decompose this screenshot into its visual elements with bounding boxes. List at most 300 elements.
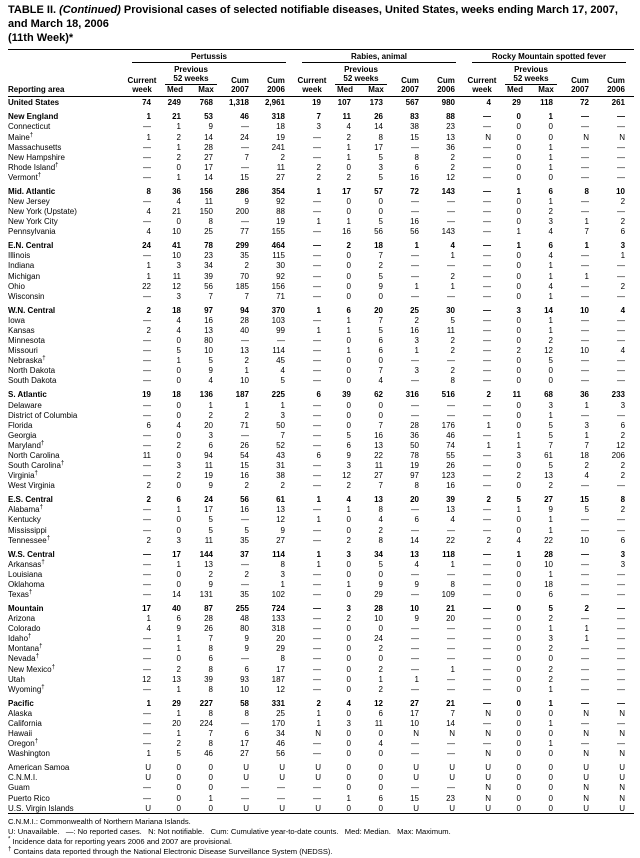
reporting-area-cell: Alaska — [8, 708, 33, 718]
value-cell: 249 — [167, 98, 181, 108]
value-cell: 2 — [450, 336, 455, 346]
value-cell: 2 — [146, 305, 151, 315]
value-cell: 11 — [204, 535, 213, 545]
value-cell: 185 — [235, 281, 249, 291]
value-cell: 6 — [316, 390, 321, 400]
value-cell: 72 — [410, 186, 419, 196]
value-cell: — — [483, 142, 491, 152]
value-cell: N — [583, 729, 589, 739]
value-cell: 0 — [378, 729, 383, 739]
value-cell: 18 — [374, 241, 383, 251]
value-cell: — — [241, 783, 249, 793]
value-cell: 19 — [142, 390, 151, 400]
table-row — [8, 514, 634, 524]
value-cell: 28 — [410, 420, 419, 430]
value-cell: 50 — [276, 420, 285, 430]
value-cell: 1 — [548, 261, 553, 271]
value-cell: 0 — [548, 749, 553, 759]
value-cell: — — [483, 569, 491, 579]
value-cell: — — [241, 217, 249, 227]
year-2006-label: 2006 — [598, 85, 634, 97]
current-label: Current — [467, 76, 497, 86]
spacer-cell — [8, 74, 124, 85]
value-cell: 13 — [240, 346, 249, 356]
value-cell: 5 — [280, 376, 285, 386]
value-cell: 1 — [176, 505, 181, 515]
value-cell: 6 — [378, 793, 383, 803]
value-cell: 2 — [176, 739, 181, 749]
value-cell: — — [241, 654, 249, 664]
value-cell: 1 — [516, 241, 521, 251]
value-cell: U — [279, 803, 285, 813]
table-row — [8, 490, 634, 504]
week-label: week — [464, 85, 500, 97]
value-cell: U — [619, 773, 626, 783]
value-cell: — — [483, 356, 491, 366]
table-row — [8, 172, 634, 182]
reporting-area-cell: Utah — [8, 674, 25, 684]
value-cell: U — [485, 773, 491, 783]
value-cell: N — [485, 783, 491, 793]
value-cell: 0 — [516, 410, 521, 420]
value-cell: 11 — [142, 450, 151, 460]
value-cell: 0 — [516, 281, 521, 291]
value-cell: 2 — [548, 674, 553, 684]
value-cell: 24 — [204, 495, 213, 505]
value-cell: 0 — [516, 315, 521, 325]
value-cell: — — [617, 515, 626, 525]
value-cell: — — [411, 684, 419, 694]
value-cell: 0 — [516, 197, 521, 206]
value-cell: 0 — [516, 142, 521, 152]
value-cell: — — [617, 481, 626, 491]
value-cell: 7 — [316, 112, 321, 122]
value-cell: 0 — [548, 729, 553, 739]
value-cell: 30 — [276, 261, 285, 271]
value-cell: 7 — [244, 291, 249, 301]
value-cell: 0 — [378, 356, 383, 366]
value-cell: 0 — [176, 773, 181, 783]
value-cell: 46 — [204, 749, 213, 759]
value-cell: 21 — [446, 604, 455, 613]
value-cell: — — [581, 569, 589, 579]
value-cell: 0 — [346, 376, 351, 386]
value-cell: 1 — [176, 684, 181, 694]
value-cell: 1 — [176, 708, 181, 718]
value-cell: — — [241, 430, 249, 440]
value-cell: — — [241, 718, 249, 728]
value-cell: 115 — [272, 251, 285, 261]
value-cell: 0 — [516, 783, 521, 793]
reporting-area-cell: Alabama† — [8, 504, 43, 515]
value-cell: 54 — [240, 450, 249, 460]
reporting-area-cell: Kentucky — [8, 515, 41, 525]
value-cell: 1 — [346, 217, 351, 227]
value-cell: 0 — [516, 217, 521, 227]
value-cell: 92 — [276, 197, 285, 206]
value-cell: 46 — [276, 739, 285, 749]
table-row — [8, 260, 634, 270]
value-cell: 4 — [346, 495, 351, 505]
year-2006-label: 2006 — [428, 85, 464, 97]
value-cell: 0 — [346, 410, 351, 420]
table-row — [8, 535, 634, 545]
value-cell: 12 — [342, 471, 351, 481]
value-cell: 3 — [208, 430, 213, 440]
value-cell: 18 — [172, 390, 181, 400]
value-cell: — — [143, 729, 151, 739]
value-cell: 2 — [244, 569, 249, 579]
value-cell: 6 — [378, 708, 383, 718]
value-cell: N — [485, 749, 491, 759]
value-cell: 27 — [276, 535, 285, 545]
value-cell: — — [447, 644, 455, 654]
value-cell: — — [581, 579, 589, 589]
value-cell: — — [313, 291, 321, 301]
value-cell: 1 — [176, 729, 181, 739]
value-cell: 9 — [378, 579, 383, 589]
value-cell: 6 — [346, 440, 351, 450]
value-cell: 133 — [271, 614, 285, 624]
reporting-area-cell: District of Columbia — [8, 410, 78, 420]
value-cell: U — [243, 773, 249, 783]
value-cell: 0 — [346, 207, 351, 217]
table-row — [8, 460, 634, 470]
value-cell: 12 — [172, 281, 181, 291]
value-cell: 0 — [346, 525, 351, 535]
value-cell: 10 — [580, 305, 589, 315]
table-row — [8, 131, 634, 141]
value-cell: N — [485, 132, 491, 142]
value-cell: 2 — [548, 481, 553, 491]
value-cell: 2 — [316, 172, 321, 182]
value-cell: — — [483, 471, 491, 481]
value-cell: U — [279, 773, 285, 783]
value-cell: 0 — [346, 803, 351, 813]
footnotes — [8, 817, 634, 858]
reporting-area-cell: Montana† — [8, 643, 43, 654]
value-cell: 0 — [346, 684, 351, 694]
value-cell: — — [617, 664, 626, 674]
value-cell: — — [617, 604, 626, 613]
value-cell: 2 — [244, 481, 249, 491]
value-cell: 23 — [204, 251, 213, 261]
value-cell: — — [483, 400, 491, 410]
previous-label: Previous — [514, 65, 548, 75]
value-cell: — — [617, 739, 626, 749]
table-row — [8, 236, 634, 250]
value-cell: 1 — [346, 315, 351, 325]
value-cell: 13 — [204, 325, 213, 335]
value-cell: 4 — [208, 376, 213, 386]
value-cell: — — [581, 559, 589, 569]
value-cell: 13 — [374, 440, 383, 450]
value-cell: 1 — [316, 559, 321, 569]
value-cell: — — [313, 505, 321, 515]
value-cell: 99 — [276, 325, 285, 335]
previous-label: Previous — [344, 65, 378, 75]
value-cell: 5 — [450, 315, 455, 325]
value-cell: — — [143, 654, 151, 664]
value-cell: U — [279, 763, 285, 773]
value-cell: — — [411, 261, 419, 271]
value-cell: 0 — [378, 763, 383, 773]
value-cell: — — [483, 644, 491, 654]
value-cell: 3 — [346, 549, 351, 559]
value-cell: 0 — [176, 450, 181, 460]
value-cell: — — [143, 718, 151, 728]
value-cell: 768 — [199, 98, 213, 108]
value-cell: 0 — [346, 729, 351, 739]
table-row — [8, 325, 634, 335]
value-cell: 77 — [240, 227, 249, 237]
value-cell: — — [581, 644, 589, 654]
value-cell: 3 — [548, 400, 553, 410]
value-cell: 2 — [244, 356, 249, 366]
table-row — [8, 728, 634, 738]
value-cell: 0 — [208, 773, 213, 783]
value-cell: — — [313, 271, 321, 281]
value-cell: 1 — [146, 271, 151, 281]
reporting-area-cell: Vermont† — [8, 172, 42, 182]
table-row — [8, 281, 634, 291]
value-cell: — — [411, 664, 419, 674]
value-cell: — — [411, 525, 419, 535]
value-cell: 2 — [620, 217, 626, 227]
value-cell: 2 — [620, 505, 626, 515]
value-cell: 6 — [244, 664, 249, 674]
reporting-area-cell: North Carolina — [8, 450, 60, 460]
table-title — [8, 4, 634, 50]
value-cell: 14 — [446, 718, 455, 728]
value-cell: 286 — [235, 186, 249, 196]
value-cell: 0 — [516, 590, 521, 599]
value-cell: 0 — [378, 410, 383, 420]
value-cell: — — [483, 450, 491, 460]
value-cell: — — [143, 793, 151, 803]
value-cell: 27 — [410, 698, 419, 708]
reporting-area-cell: West Virginia — [8, 481, 55, 491]
value-cell: 1 — [176, 122, 181, 132]
table-row — [8, 301, 634, 315]
value-cell: — — [483, 271, 491, 281]
value-cell: 10 — [410, 718, 419, 728]
value-cell: — — [313, 614, 321, 624]
value-cell: 4 — [548, 227, 553, 237]
value-cell: 225 — [271, 390, 285, 400]
week-label: week — [294, 85, 330, 97]
value-cell: 8 — [378, 505, 383, 515]
value-cell: 22 — [374, 450, 383, 460]
table-row — [8, 589, 634, 599]
value-cell: — — [581, 739, 589, 749]
value-cell: 0 — [176, 579, 181, 589]
med-label: Med — [500, 85, 530, 97]
value-cell: 0 — [176, 803, 181, 813]
value-cell: 2 — [346, 241, 351, 251]
value-cell: — — [313, 684, 321, 694]
value-cell: 187 — [271, 674, 285, 684]
table-row — [8, 613, 634, 623]
value-cell: 5 — [346, 430, 351, 440]
value-cell: 3 — [620, 400, 626, 410]
value-cell: 0 — [346, 291, 351, 301]
value-cell: 1 — [450, 664, 455, 674]
value-cell: 27 — [240, 749, 249, 759]
reporting-area-cell: Minnesota — [8, 336, 45, 346]
value-cell: 2 — [146, 481, 151, 491]
value-cell: 24 — [142, 241, 151, 251]
value-cell: 39 — [446, 495, 455, 505]
value-cell: 241 — [271, 142, 285, 152]
value-cell: 9 — [208, 366, 213, 376]
previous-label-row — [8, 63, 634, 74]
value-cell: — — [411, 207, 419, 217]
value-cell: 28 — [544, 549, 553, 559]
value-cell: 20 — [276, 634, 285, 644]
value-cell: 724 — [271, 604, 285, 613]
value-cell: — — [483, 698, 491, 708]
reporting-area-cell: Nebraska† — [8, 355, 46, 366]
value-cell: 10 — [374, 614, 383, 624]
value-cell: 3 — [316, 122, 321, 132]
value-cell: 0 — [176, 162, 181, 172]
reporting-area-cell: Hawaii — [8, 729, 33, 739]
value-cell: U — [145, 773, 151, 783]
value-cell: N — [583, 783, 589, 793]
value-cell: 9 — [414, 614, 419, 624]
table-row — [8, 559, 634, 569]
value-cell: U — [413, 763, 419, 773]
table-row — [8, 569, 634, 579]
reporting-area-cell: New England — [8, 112, 59, 122]
value-cell: — — [143, 440, 151, 450]
cum-label: Cum — [607, 76, 625, 86]
value-cell: — — [483, 207, 491, 217]
value-cell: 2 — [548, 614, 553, 624]
value-cell: 4 — [620, 346, 626, 356]
table-row — [8, 226, 634, 236]
value-cell: 19 — [312, 98, 321, 108]
value-cell: — — [581, 325, 589, 335]
reporting-area-label: Reporting area — [8, 85, 124, 97]
table-row — [8, 803, 634, 814]
value-cell: — — [617, 569, 626, 579]
value-cell: 1 — [548, 325, 553, 335]
value-cell: U — [583, 803, 589, 813]
value-cell: 2 — [486, 535, 491, 545]
cum-label: Cum — [267, 76, 285, 86]
value-cell: — — [483, 718, 491, 728]
value-cell: 14 — [204, 132, 213, 142]
value-cell: 2 — [620, 430, 626, 440]
value-cell: — — [447, 197, 455, 206]
reporting-area-cell: New York City — [8, 217, 58, 227]
value-cell: — — [241, 162, 249, 172]
value-cell: — — [581, 172, 589, 182]
value-cell: 0 — [378, 400, 383, 410]
value-cell: N — [315, 729, 321, 739]
value-cell: 0 — [516, 325, 521, 335]
value-cell: 1 — [176, 634, 181, 644]
value-cell: 6 — [548, 590, 553, 599]
reporting-area-cell: Wisconsin — [8, 291, 45, 301]
value-cell: 1 — [280, 400, 285, 410]
value-cell: — — [483, 376, 491, 386]
value-cell: — — [313, 461, 321, 471]
value-cell: 4 — [516, 535, 521, 545]
value-cell: — — [617, 525, 626, 535]
value-cell: — — [411, 251, 419, 261]
value-cell: 143 — [441, 227, 455, 237]
table-row — [8, 152, 634, 162]
value-cell: 2 — [548, 336, 553, 346]
value-cell: 14 — [374, 122, 383, 132]
value-cell: 1 — [414, 281, 419, 291]
value-cell: 331 — [271, 698, 285, 708]
value-cell: 1 — [346, 579, 351, 589]
value-cell: U — [619, 803, 626, 813]
value-cell: 0 — [516, 749, 521, 759]
value-cell: 131 — [199, 590, 213, 599]
value-cell: 12 — [616, 440, 626, 450]
value-cell: — — [313, 207, 321, 217]
value-cell: — — [313, 142, 321, 152]
value-cell: 136 — [199, 390, 213, 400]
value-cell: 6 — [316, 450, 321, 460]
reporting-area-cell: New Jersey — [8, 197, 50, 206]
group-header-rabies: Rabies, animal — [294, 51, 464, 63]
table-row — [8, 291, 634, 301]
value-cell: 7 — [584, 227, 589, 237]
value-cell: — — [411, 142, 419, 152]
table-row — [8, 643, 634, 653]
value-cell: N — [619, 729, 626, 739]
value-cell: 4 — [548, 251, 553, 261]
value-cell: 24 — [240, 132, 249, 142]
value-cell: — — [143, 515, 151, 525]
value-cell: 38 — [276, 471, 285, 481]
max-label: Max — [360, 85, 392, 97]
value-cell: 0 — [548, 172, 553, 182]
group-header-rmsf: Rocky Mountain spotted fever — [464, 51, 634, 63]
value-cell: 16 — [374, 430, 383, 440]
value-cell: 7 — [280, 430, 285, 440]
value-cell: 2 — [146, 325, 151, 335]
table-row — [8, 345, 634, 355]
reporting-area-cell: New Mexico† — [8, 663, 55, 674]
value-cell: — — [617, 142, 626, 152]
value-cell: 1 — [146, 261, 151, 271]
value-cell: 0 — [516, 461, 521, 471]
value-cell: 20 — [204, 420, 213, 430]
value-cell: 7 — [584, 440, 589, 450]
value-cell: 1 — [346, 346, 351, 356]
value-cell: 0 — [346, 336, 351, 346]
value-cell: — — [143, 634, 151, 644]
value-cell: — — [411, 376, 419, 386]
value-cell: — — [241, 515, 249, 525]
value-cell: — — [617, 162, 626, 172]
value-cell: 0 — [548, 376, 553, 386]
value-cell: 28 — [204, 614, 213, 624]
value-cell: 0 — [516, 515, 521, 525]
value-cell: 0 — [516, 420, 521, 430]
value-cell: 5 — [378, 325, 383, 335]
value-cell: 46 — [240, 112, 249, 122]
value-cell: 3 — [378, 162, 383, 172]
value-cell: 35 — [240, 535, 249, 545]
